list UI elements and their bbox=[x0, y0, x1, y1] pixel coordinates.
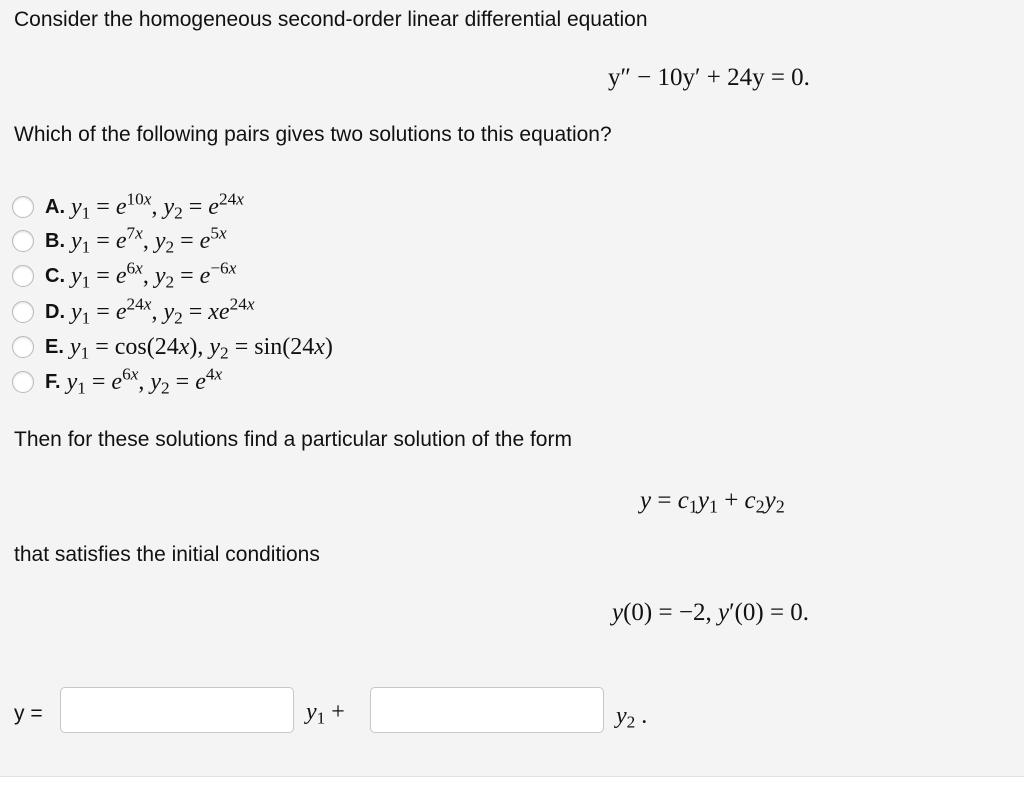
option-b[interactable] bbox=[12, 223, 227, 256]
option-f[interactable] bbox=[12, 364, 223, 397]
answer-y-label: y = bbox=[14, 702, 43, 725]
option-b-letter: B. bbox=[45, 229, 65, 252]
option-c-radio[interactable] bbox=[12, 265, 34, 287]
satisfies-text: that satisfies the initial conditions bbox=[14, 543, 320, 566]
solution-form-equation: $y = c_1y_1 + c_2y_2$ bbox=[640, 487, 785, 517]
option-e-math: $y_1 = \cos(24x)$, $y_2 = \sin(24x)$ bbox=[69, 333, 333, 362]
option-a-math: $y_1 = e^{10x}$, $y_2 = e^{24x}$ bbox=[71, 189, 244, 222]
option-e-radio[interactable] bbox=[12, 336, 34, 358]
option-b-math: $y_1 = e^{7x}$, $y_2 = e^{5x}$ bbox=[71, 223, 227, 256]
option-e-letter: E. bbox=[45, 335, 64, 358]
intro-text: Consider the homogeneous second-order linear differential equation bbox=[14, 8, 648, 31]
option-f-radio[interactable] bbox=[12, 371, 34, 393]
ode-equation: y″ − 10y′ + 24y = 0. bbox=[608, 64, 810, 91]
option-d-math: $y_1 = e^{24x}$, $y_2 = xe^{24x}$ bbox=[71, 294, 255, 327]
option-b-radio[interactable] bbox=[12, 230, 34, 252]
option-f-math: $y_1 = e^{6x}$, $y_2 = e^{4x}$ bbox=[66, 364, 223, 397]
then-text: Then for these solutions find a particular solution of the form bbox=[14, 428, 572, 451]
option-d-radio[interactable] bbox=[12, 301, 34, 323]
c1-input[interactable] bbox=[60, 687, 294, 733]
c2-input[interactable] bbox=[370, 687, 604, 733]
option-d-letter: D. bbox=[45, 300, 65, 323]
option-a-radio[interactable] bbox=[12, 196, 34, 218]
option-e[interactable] bbox=[12, 333, 333, 361]
option-c-letter: C. bbox=[45, 264, 65, 287]
option-d[interactable] bbox=[12, 294, 255, 327]
option-a-letter: A. bbox=[45, 195, 65, 218]
option-f-letter: F. bbox=[45, 370, 61, 393]
y2-term: $y_2$ . bbox=[616, 703, 648, 732]
option-c-math: $y_1 = e^{6x}$, $y_2 = e^{-6x}$ bbox=[71, 258, 237, 291]
initial-conditions: y(0) = −2, y′(0) = 0. bbox=[612, 599, 810, 626]
question-prompt: Which of the following pairs gives two solutions to this equation? bbox=[14, 123, 612, 146]
option-c[interactable] bbox=[12, 258, 237, 291]
option-a[interactable] bbox=[12, 189, 244, 222]
y1-term: $y_1$ + bbox=[306, 699, 345, 728]
